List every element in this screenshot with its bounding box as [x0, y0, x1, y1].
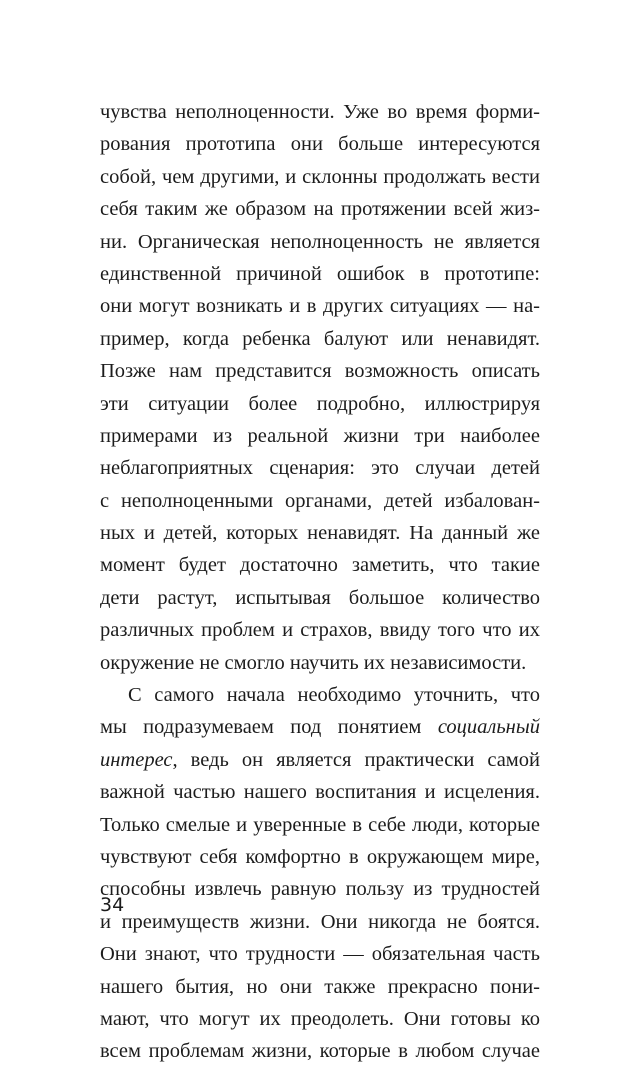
text-line: рования прототипа они больше интересуются — [100, 133, 540, 156]
text-line: Только смелые и уверенные в себе люди, которые — [100, 813, 540, 836]
text-line: момент будет достаточно заметить, что такие — [100, 554, 540, 577]
text-line: себя таким же образом на протяжении всей жиз- — [100, 198, 540, 221]
text-line: Они знают, что трудности — обязательная часть — [100, 943, 540, 966]
text-line: эти ситуации более подробно, иллюстрируя — [100, 392, 540, 415]
text-line: дети растут, испытывая большое количество — [100, 586, 540, 609]
paragraph-start-line: С самого начала необходимо уточнить, что — [128, 684, 540, 707]
text-line: нашего бытия, но они также прекрасно пони- — [100, 975, 540, 998]
text-line: чувствуют себя комфортно в окружающем мире, — [100, 845, 540, 868]
text-line-with-italic — [100, 744, 540, 776]
text-line: чувства неполноценности. Уже во время форми- — [100, 101, 540, 123]
text-line: способны извлечь равную пользу из трудностей — [100, 878, 540, 901]
text-line: ни. Органическая неполноценность не является — [100, 230, 540, 253]
text-line: собой, чем другими, и склонны продолжать вести — [100, 165, 540, 188]
italic-term: социальный — [437, 716, 540, 739]
text-segment: , ведь он является практически самой — [172, 748, 540, 771]
text-line: ных и детей, которых ненавидят. На данный же — [100, 522, 540, 545]
text-segment: мы подразумеваем под понятием — [100, 716, 438, 739]
text-line: мают, что могут их преодолеть. Они готовы ко — [100, 1007, 540, 1030]
body-text — [100, 96, 540, 1068]
text-line: они могут возникать и в других ситуациях — на- — [100, 295, 540, 318]
text-line: примерами из реальной жизни три наиболее — [100, 424, 540, 447]
text-line: всем проблемам жизни, которые в любом случае — [100, 1040, 540, 1063]
text-line: с неполноценными органами, детей избалован- — [100, 489, 540, 512]
text-line: единственной причиной ошибок в прототипе: — [100, 262, 540, 285]
text-line: и преимуществ жизни. Они никогда не боятся. — [100, 910, 540, 933]
text-line: неблагоприятных сценария: это случаи детей — [100, 457, 540, 480]
text-line: Позже нам представится возможность описать — [100, 360, 540, 383]
paragraph-end-line: окружение не смогло научить их независимости. — [100, 651, 527, 674]
italic-term: интерес — [100, 748, 173, 771]
text-line-with-italic — [100, 711, 540, 743]
text-line: различных проблем и страхов, ввиду того что их — [100, 619, 540, 642]
text-line: пример, когда ребенка балуют или ненавидят. — [100, 327, 540, 350]
text-line: важной частью нашего воспитания и исцеления. — [100, 781, 540, 804]
page-number: 34 — [100, 894, 125, 916]
